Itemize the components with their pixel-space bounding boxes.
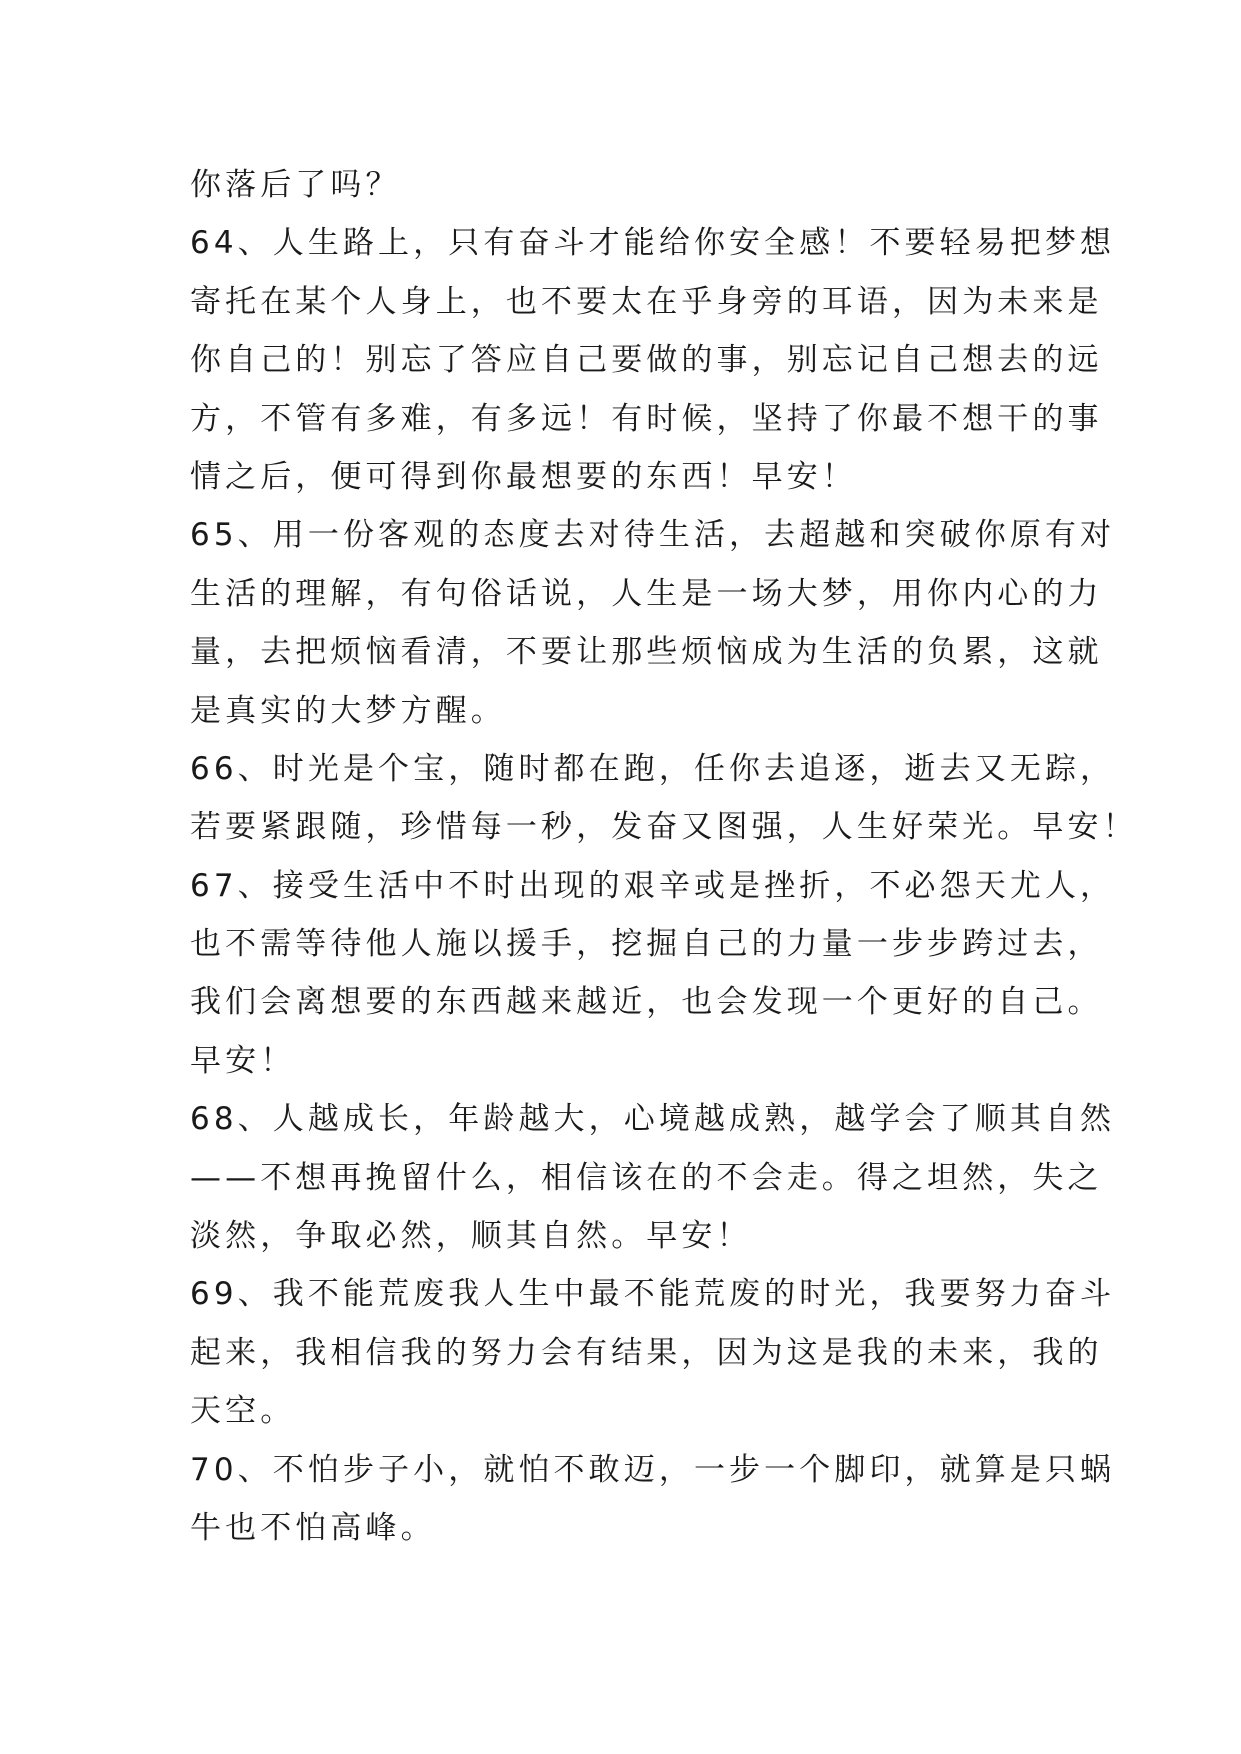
text-line: 68、人越成长，年龄越大，心境越成熟，越学会了顺其自然 (190, 1101, 1116, 1138)
text-line: 我们会离想要的东西越来越近，也会发现一个更好的自己。 (190, 984, 1103, 1021)
text-line: 你自己的！别忘了答应自己要做的事，别忘记自己想去的远 (190, 342, 1103, 379)
text-line: 65、用一份客观的态度去对待生活，去超越和突破你原有对 (190, 517, 1116, 554)
text-line: 量，去把烦恼看清，不要让那些烦恼成为生活的负累，这就 (190, 634, 1103, 671)
text-line: 若要紧跟随，珍惜每一秒，发奋又图强，人生好荣光。早安！ (190, 809, 1138, 846)
text-line: 也不需等待他人施以援手，挖掘自己的力量一步步跨过去， (190, 926, 1103, 963)
text-line: 牛也不怕高峰。 (190, 1509, 436, 1546)
text-line: 66、时光是个宝，随时都在跑，任你去追逐，逝去又无踪， (190, 750, 1116, 787)
text-line: 起来，我相信我的努力会有结果，因为这是我的未来，我的 (190, 1334, 1103, 1371)
text-line: 70、不怕步子小，就怕不敢迈，一步一个脚印，就算是只蜗 (190, 1451, 1116, 1488)
text-line: 天空。 (190, 1393, 296, 1430)
text-line: 64、人生路上，只有奋斗才能给你安全感！不要轻易把梦想 (190, 225, 1116, 262)
text-line: 早安！ (190, 1042, 296, 1079)
text-line: 67、接受生活中不时出现的艰辛或是挫折，不必怨天尤人， (190, 867, 1116, 904)
text-line: 淡然，争取必然，顺其自然。早安！ (190, 1218, 752, 1255)
text-line: 情之后，便可得到你最想要的东西！早安！ (190, 458, 857, 495)
text-line: 寄托在某个人身上，也不要太在乎身旁的耳语，因为未来是 (190, 283, 1103, 320)
text-line: 你落后了吗？ (190, 167, 401, 203)
document-body (190, 156, 1138, 1557)
text-line: 69、我不能荒废我人生中最不能荒废的时光，我要努力奋斗 (190, 1276, 1116, 1313)
text-line: ——不想再挽留什么，相信该在的不会走。得之坦然，失之 (190, 1159, 1103, 1196)
text-line: 是真实的大梦方醒。 (190, 692, 506, 729)
text-line: 生活的理解，有句俗话说，人生是一场大梦，用你内心的力 (190, 575, 1103, 612)
text-line: 方，不管有多难，有多远！有时候，坚持了你最不想干的事 (190, 400, 1103, 437)
